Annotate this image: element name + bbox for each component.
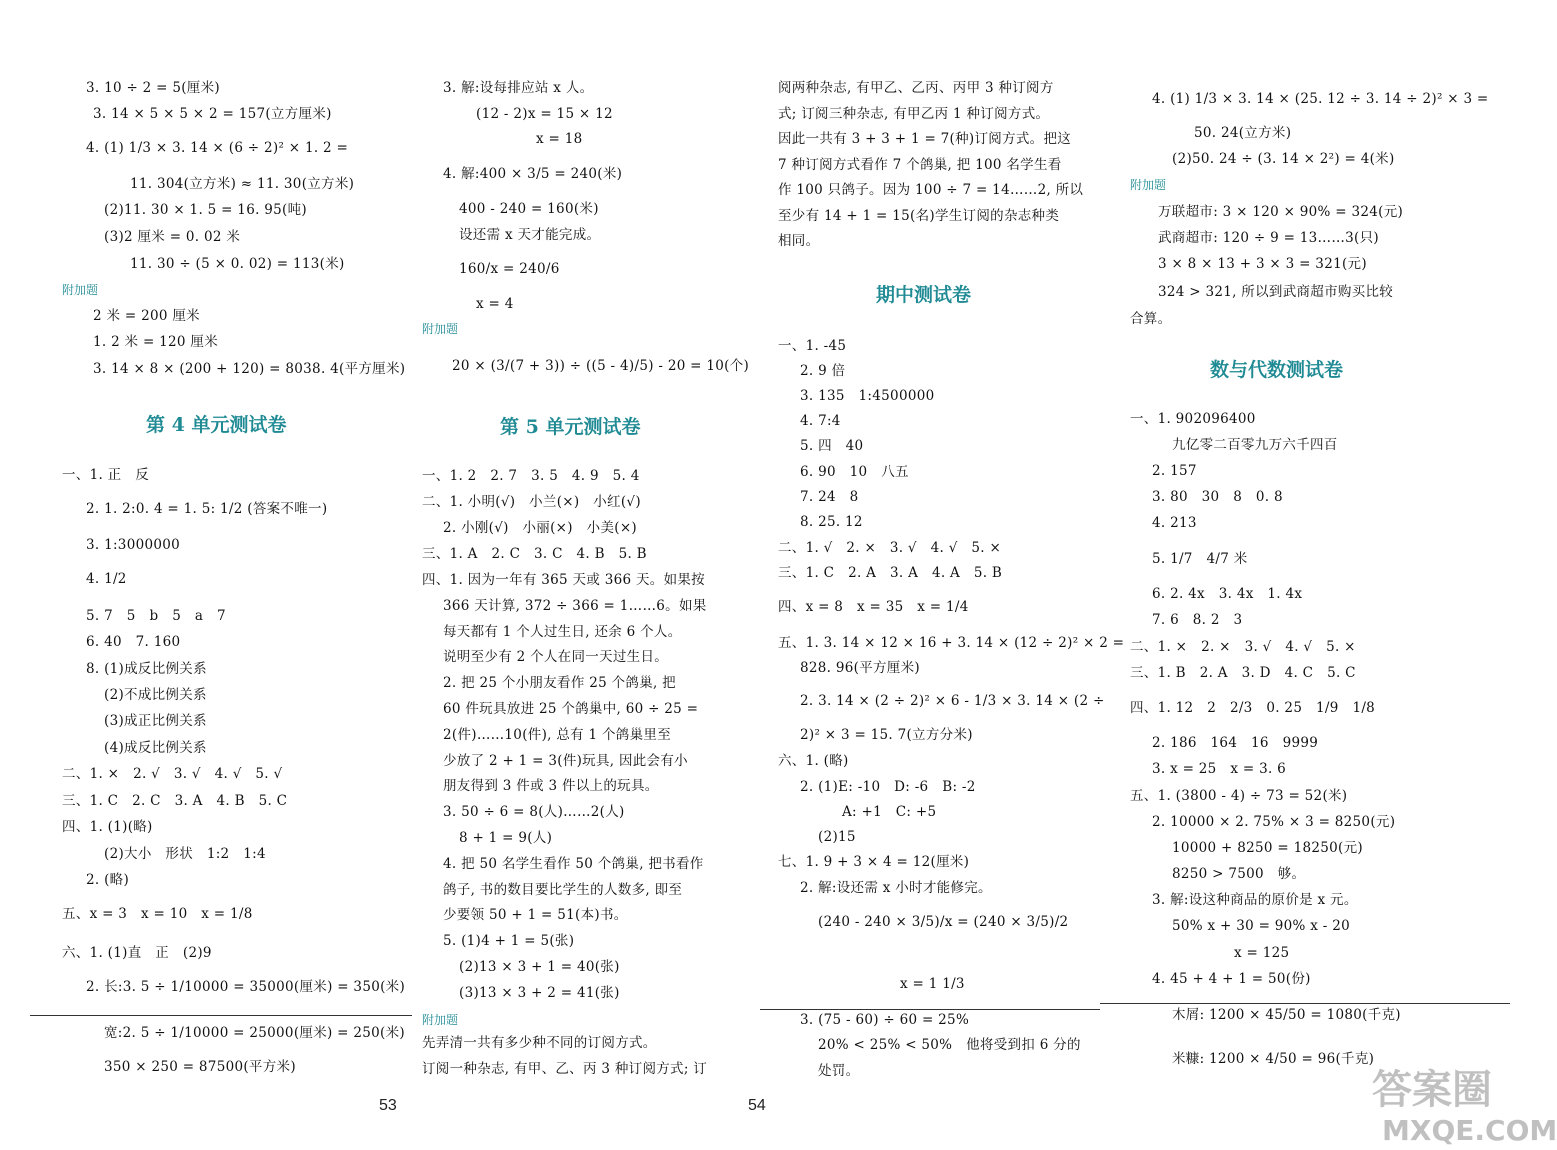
answer-line: 宽:2. 5 ÷ 1/10000 = 25000(厘米) = 250(米)	[104, 1025, 405, 1041]
answer-line: 20 × (3/(7 + 3)) ÷ ((5 - 4)/5) - 20 = 10(个)	[452, 358, 750, 374]
answer-line: 3. 14 × 8 × (200 + 120) = 8038. 4(平方厘米)	[93, 361, 406, 377]
answer-line: 3 × 8 × 13 + 3 × 3 = 321(元)	[1158, 256, 1367, 272]
page-number-left: 53	[379, 1097, 397, 1114]
answer-line: 6. 90 10 八五	[800, 464, 909, 480]
answer-line: 2. 解:设还需 x 小时才能修完。	[800, 880, 992, 896]
answer-line: 五、1. (3800 - 4) ÷ 73 = 52(米)	[1130, 788, 1348, 804]
answer-line: 160/x = 240/6	[459, 261, 560, 277]
answer-line: 5. 1/7 4/7 米	[1152, 551, 1248, 567]
answer-line: x = 4	[476, 296, 514, 312]
answer-line: 50% x + 30 = 90% x - 20	[1172, 918, 1351, 934]
answer-line: 2. 157	[1152, 463, 1197, 479]
fujia-label: 附加题	[62, 283, 99, 297]
answer-line: (2)大小 形状 1:2 1:4	[104, 846, 266, 862]
answer-line: 4. 45 + 4 + 1 = 50(份)	[1152, 971, 1311, 987]
answer-line: 6. 2. 4x 3. 4x 1. 4x	[1152, 586, 1303, 602]
answer-line: 5. 7 5 b 5 a 7	[86, 608, 226, 624]
answer-line: 2(件)……10(件), 总有 1 个鸽巢里至	[443, 727, 671, 743]
answer-line: 六、1. (1)直 正 (2)9	[62, 945, 212, 961]
answer-line: 三、1. C 2. A 3. A 4. A 5. B	[778, 565, 1003, 581]
answer-line: (3)2 厘米 = 0. 02 米	[104, 229, 241, 245]
answer-line: 60 件玩具放进 25 个鸽巢中, 60 ÷ 25 =	[443, 701, 699, 717]
answer-line: 四、1. (1)(略)	[62, 819, 153, 835]
watermark-logo: 答案圈	[1372, 1067, 1492, 1113]
answer-line: 朋友得到 3 件或 3 件以上的玩具。	[443, 778, 659, 794]
section-title-unit5: 第 5 单元测试卷	[500, 416, 641, 438]
footer-rule-left	[30, 1015, 412, 1016]
answer-line: 4. 1/2	[86, 571, 127, 587]
answer-line: 3. x = 25 x = 3. 6	[1152, 761, 1287, 777]
answer-line: 一、1. -45	[778, 338, 847, 354]
answer-line: 三、1. C 2. C 3. A 4. B 5. C	[62, 793, 288, 809]
section-title-algebra: 数与代数测试卷	[1210, 359, 1344, 381]
answer-line: 5. 四 40	[800, 438, 864, 454]
answer-line: 7. 24 8	[800, 489, 859, 505]
answer-line: 8. (1)成反比例关系	[86, 661, 207, 677]
answer-line: 二、1. × 2. × 3. √ 4. √ 5. ×	[1130, 639, 1356, 655]
answer-line: 2. 3. 14 × (2 ÷ 2)² × 6 - 1/3 × 3. 14 × (2 ÷	[800, 693, 1105, 709]
answer-line: 2. 把 25 个小朋友看作 25 个鸽巢, 把	[443, 675, 676, 691]
answer-line: 2. (1)E: -10 D: -6 B: -2	[800, 779, 976, 795]
answer-line: 3. 80 30 8 0. 8	[1152, 489, 1283, 505]
answer-line: 作 100 只鸽子。因为 100 ÷ 7 = 14……2, 所以	[778, 182, 1084, 198]
footer-rule-right-b	[1100, 1003, 1510, 1004]
answer-line: 4. 解:400 × 3/5 = 240(米)	[443, 166, 623, 182]
answer-line: 8250 > 7500 够。	[1172, 866, 1306, 882]
answer-line: 先弄清一共有多少种不同的订阅方式。	[422, 1035, 657, 1051]
answer-line: 因此一共有 3 + 3 + 1 = 7(种)订阅方式。把这	[778, 131, 1072, 147]
answer-line: 5. (1)4 + 1 = 5(张)	[443, 933, 575, 949]
answer-line: 九亿零二百零九万六千四百	[1172, 437, 1338, 453]
answer-line: 少要领 50 + 1 = 51(本)书。	[443, 907, 628, 923]
answer-line: 四、1. 因为一年有 365 天或 366 天。如果按	[422, 572, 705, 588]
page-number-right: 54	[748, 1097, 766, 1114]
answer-line: 4. (1) 1/3 × 3. 14 × (25. 12 ÷ 3. 14 ÷ 2)² × 3 =	[1152, 91, 1489, 107]
answer-line: 6. 40 7. 160	[86, 634, 181, 650]
answer-line: x = 1 1/3	[900, 976, 965, 992]
answer-line: 设还需 x 天才能完成。	[459, 227, 601, 243]
answer-line: 2)² × 3 = 15. 7(立方分米)	[800, 727, 973, 743]
answer-line: 五、x = 3 x = 10 x = 1/8	[62, 906, 253, 922]
answer-line: 说明至少有 2 个人在同一天过生日。	[443, 649, 669, 665]
answer-line: 武商超市: 120 ÷ 9 = 13……3(只)	[1158, 230, 1379, 246]
answer-line: 四、x = 8 x = 35 x = 1/4	[778, 599, 969, 615]
answer-line: 三、1. B 2. A 3. D 4. C 5. C	[1130, 665, 1356, 681]
answer-line: x = 18	[536, 131, 583, 147]
answer-line: (3)成正比例关系	[104, 713, 207, 729]
answer-line: (2)11. 30 × 1. 5 = 16. 95(吨)	[104, 202, 307, 218]
answer-line: 2. (略)	[86, 872, 130, 888]
answer-line: 1. 2 米 = 120 厘米	[93, 334, 219, 350]
answer-line: 至少有 14 + 1 = 15(名)学生订阅的杂志种类	[778, 208, 1060, 224]
answer-line: (2)50. 24 ÷ (3. 14 × 2²) = 4(米)	[1172, 151, 1395, 167]
answer-line: 一、1. 2 2. 7 3. 5 4. 9 5. 4	[422, 468, 640, 484]
answer-line: 3. 解:设这种商品的原价是 x 元。	[1152, 892, 1358, 908]
answer-line: 3. 解:设每排应站 x 人。	[443, 80, 594, 96]
fujia-label: 附加题	[422, 1013, 459, 1027]
answer-line: 20% < 25% < 50% 他将受到扣 6 分的	[818, 1037, 1081, 1053]
answer-line: 2. 10000 × 2. 75% × 3 = 8250(元)	[1152, 814, 1396, 830]
answer-line: 三、1. A 2. C 3. C 4. B 5. B	[422, 546, 647, 562]
answer-line: 4. (1) 1/3 × 3. 14 × (6 ÷ 2)² × 1. 2 =	[86, 140, 349, 156]
answer-line: 2 米 = 200 厘米	[93, 308, 200, 324]
answer-line: 米糠: 1200 × 4/50 = 96(千克)	[1172, 1051, 1375, 1067]
answer-line: 3. 135 1:4500000	[800, 388, 935, 404]
section-title-unit4: 第 4 单元测试卷	[146, 414, 287, 436]
answer-line: 处罚。	[818, 1063, 860, 1079]
answer-line: 3. 1:3000000	[86, 537, 181, 553]
answer-line: 11. 304(立方米) ≈ 11. 30(立方米)	[130, 176, 355, 192]
answer-line: 4. 7:4	[800, 413, 841, 429]
answer-line: 2. 186 164 16 9999	[1152, 735, 1319, 751]
answer-line: 828. 96(平方厘米)	[800, 660, 920, 676]
answer-line: (4)成反比例关系	[104, 740, 207, 756]
answer-line: (2)不成比例关系	[104, 687, 207, 703]
answer-line: 4. 213	[1152, 515, 1197, 531]
answer-line: 合算。	[1130, 311, 1172, 327]
answer-line: (12 - 2)x = 15 × 12	[476, 106, 613, 122]
watermark-url: MXQE.COM	[1382, 1114, 1557, 1147]
answer-line: x = 125	[1234, 945, 1290, 961]
answer-line: (2)15	[818, 829, 856, 845]
answer-line: 少放了 2 + 1 = 3(件)玩具, 因此会有小	[443, 753, 688, 769]
answer-line: 一、1. 902096400	[1130, 411, 1256, 427]
fujia-label: 附加题	[422, 322, 459, 336]
answer-line: (2)13 × 3 + 1 = 40(张)	[459, 959, 620, 975]
answer-line: 五、1. 3. 14 × 12 × 16 + 3. 14 × (12 ÷ 2)² × 2 =	[778, 635, 1125, 651]
answer-line: 每天都有 1 个人过生日, 还余 6 个人。	[443, 624, 682, 640]
answer-line: 2. 1. 2:0. 4 = 1. 5: 1/2 (答案不唯一)	[86, 501, 328, 517]
answer-line: 鸽子, 书的数目要比学生的人数多, 即至	[443, 882, 683, 898]
answer-line: 七、1. 9 + 3 × 4 = 12(厘米)	[778, 854, 970, 870]
answer-line: 3. 50 ÷ 6 = 8(人)……2(人)	[443, 804, 625, 820]
answer-line: 400 - 240 = 160(米)	[459, 201, 599, 217]
answer-line: 2. 长:3. 5 ÷ 1/10000 = 35000(厘米) = 350(米)	[86, 979, 406, 995]
answer-line: 366 天计算, 372 ÷ 366 = 1……6。如果	[443, 598, 707, 614]
answer-line: (3)13 × 3 + 2 = 41(张)	[459, 985, 620, 1001]
answer-line: 二、1. × 2. √ 3. √ 4. √ 5. √	[62, 766, 283, 782]
answer-line: 324 > 321, 所以到武商超市购买比较	[1158, 284, 1394, 300]
answer-line: A: +1 C: +5	[842, 804, 937, 820]
answer-line: 8 + 1 = 9(人)	[459, 830, 553, 846]
footer-rule-right-a	[760, 1009, 1100, 1010]
answer-line: 二、1. 小明(√) 小兰(×) 小红(√)	[422, 494, 641, 510]
answer-line: 万联超市: 3 × 120 × 90% = 324(元)	[1158, 204, 1404, 220]
answer-line: 式; 订阅三种杂志, 有甲乙丙 1 种订阅方式。	[778, 106, 1050, 122]
answer-line: 2. 小刚(√) 小丽(×) 小美(×)	[443, 520, 637, 536]
answer-line: 350 × 250 = 87500(平方米)	[104, 1059, 296, 1075]
answer-line: 订阅一种杂志, 有甲、乙、丙 3 种订阅方式; 订	[422, 1061, 708, 1077]
section-title-midterm: 期中测试卷	[876, 284, 972, 306]
answer-line: 阅两种杂志, 有甲乙、乙丙、丙甲 3 种订阅方	[778, 80, 1054, 96]
answer-line: 3. 10 ÷ 2 = 5(厘米)	[86, 80, 220, 96]
answer-line: (240 - 240 × 3/5)/x = (240 × 3/5)/2	[818, 914, 1069, 930]
answer-line: 四、1. 12 2 2/3 0. 25 1/9 1/8	[1130, 700, 1376, 716]
answer-line: 7. 6 8. 2 3	[1152, 612, 1243, 628]
answer-line: 10000 + 8250 = 18250(元)	[1172, 840, 1363, 856]
answer-line: 相同。	[778, 233, 820, 249]
answer-line: 六、1. (略)	[778, 753, 849, 769]
answer-line: 50. 24(立方米)	[1194, 125, 1292, 141]
answer-line: 2. 9 倍	[800, 363, 846, 379]
answer-line: 8. 25. 12	[800, 514, 863, 530]
answer-line: 3. (75 - 60) ÷ 60 = 25%	[800, 1012, 970, 1028]
fujia-label: 附加题	[1130, 178, 1167, 192]
answer-line: 一、1. 正 反	[62, 467, 150, 483]
answer-line: 木屑: 1200 × 45/50 = 1080(千克)	[1172, 1007, 1401, 1023]
answer-line: 7 种订阅方式看作 7 个鸽巢, 把 100 名学生看	[778, 157, 1062, 173]
answer-line: 二、1. √ 2. × 3. √ 4. √ 5. ×	[778, 540, 1002, 556]
answer-line: 3. 14 × 5 × 5 × 2 = 157(立方厘米)	[93, 106, 332, 122]
answer-line: 4. 把 50 名学生看作 50 个鸽巢, 把书看作	[443, 856, 704, 872]
answer-line: 11. 30 ÷ (5 × 0. 02) = 113(米)	[130, 256, 345, 272]
